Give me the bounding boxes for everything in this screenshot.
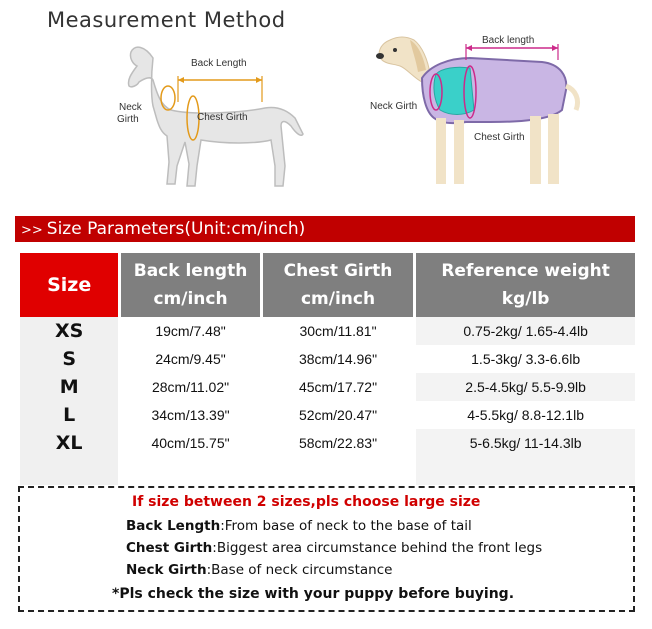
chest-girth-cell: 45cm/17.72" (263, 373, 413, 401)
header-back-length: Back length cm/inch (121, 253, 259, 317)
back-length-note: Back Length:From base of neck to the base of tail (126, 518, 472, 534)
right-chest-girth-label: Chest Girth (474, 132, 525, 143)
chest-girth-cell: 58cm/22.83" (263, 429, 413, 457)
table-row (20, 317, 635, 345)
table-row (20, 373, 635, 401)
back-length-cell: 34cm/13.39" (121, 401, 259, 429)
back-length-cell: 24cm/9.45" (121, 345, 259, 373)
chest-girth-cell: 52cm/20.47" (263, 401, 413, 429)
chest-girth-cell: 30cm/11.81" (263, 317, 413, 345)
size-advice-headline: If size between 2 sizes,pls choose large size (132, 494, 481, 510)
size-cell: M (20, 373, 118, 401)
weight-cell: 0.75-2kg/ 1.65-4.4lb (416, 317, 635, 345)
right-back-length-label: Back length (482, 35, 535, 46)
size-parameters-banner (15, 216, 635, 242)
size-notes-box (18, 486, 635, 612)
table-row (20, 401, 635, 429)
chest-girth-note: Chest Girth:Biggest area circumstance behind the front legs (126, 540, 543, 556)
chest-girth-cell: 38cm/14.96" (263, 345, 413, 373)
back-length-cell: 28cm/11.02" (121, 373, 259, 401)
check-size-footer: *Pls check the size with your puppy before buying. (112, 586, 515, 602)
neck-girth-note: Neck Girth:Base of neck circumstance (126, 562, 393, 578)
weight-cell: 4-5.5kg/ 8.8-12.1lb (416, 401, 635, 429)
size-cell: XS (20, 317, 118, 345)
weight-cell: 5-6.5kg/ 11-14.3lb (416, 429, 635, 457)
table-row (20, 429, 635, 457)
left-neck-label: Neck (119, 102, 142, 113)
header-reference-weight: Reference weight kg/lb (416, 253, 635, 317)
weight-cell: 2.5-4.5kg/ 5.5-9.9lb (416, 373, 635, 401)
dog-outline-diagram (105, 36, 315, 201)
size-table (17, 253, 638, 485)
header-chest-girth: Chest Girth cm/inch (263, 253, 413, 317)
page-title: Measurement Method (47, 8, 286, 32)
table-header-row (20, 253, 635, 317)
header-size: Size (20, 253, 118, 317)
table-row (20, 345, 635, 373)
banner-text: Size Parameters(Unit:cm/inch) (46, 219, 306, 239)
left-chest-girth-label: Chest Girth (197, 112, 248, 123)
size-cell: S (20, 345, 118, 373)
banner-arrows: >> (21, 223, 43, 238)
back-length-cell: 19cm/7.48" (121, 317, 259, 345)
left-girth-label: Girth (117, 114, 139, 125)
left-back-length-label: Back Length (191, 58, 247, 69)
back-length-cell: 40cm/15.75" (121, 429, 259, 457)
weight-cell: 1.5-3kg/ 3.3-6.6lb (416, 345, 635, 373)
dog-vest-photo-diagram (370, 30, 590, 202)
size-cell: L (20, 401, 118, 429)
table-empty-row (20, 457, 635, 485)
size-cell: XL (20, 429, 118, 457)
right-neck-girth-label: Neck Girth (370, 101, 418, 112)
